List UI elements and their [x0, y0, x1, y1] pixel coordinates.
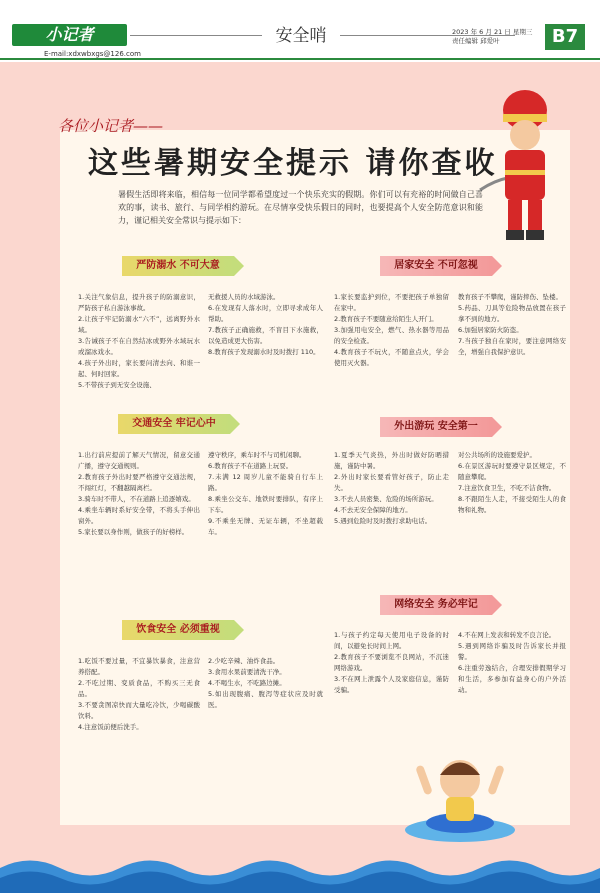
section-food-col1: 1.吃饭不要过量，不宜暴饮暴食，注意营养搭配。 2.不吃过期、变质食品，不购买三无食品。 3.不要贪图凉快而大量吃冷饮，少喝碳酸饮料。 4.注意饭前便后洗手。	[78, 657, 200, 731]
section-drowning-col1: 1.关注气象信息，提升孩子的防溺意识，严防孩子私自游泳事故。 2.让孩子牢记防溺水“六不”，远离野外水域。 3.告诫孩子不在自然结冰或野外水域玩水或溜冰戏水。 4.孩子外出时，家长要问清去向、和谁一起、何时回家。 5.不带孩子到无安全设施、	[78, 293, 200, 389]
section-tag-network: 网络安全 务必牢记	[380, 595, 492, 615]
section-home-col2: 教育孩子不攀爬，谨防摔伤、坠楼。 5.药品、刀具等危险物品放置在孩子拿不到的地方。 6.加强居家防火防盗。 7.当孩子独自在家时，要注意网络安全，增强自我保护意识。	[458, 293, 566, 356]
section-drowning-col2: 无救援人员的水域游泳。 6.在发现有人落水时，立即寻求成年人帮助。 7.教孩子正确施救，不盲目下水施救，以免造成更大伤害。 8.教育孩子发现溺水时及时拨打 110。	[208, 293, 323, 356]
section-traffic-col2: 遵守秩序，乘车时不与司机闲聊。 6.教育孩子不在道路上玩耍。 7.未满 12 周岁儿童不能骑自行车上路。 8.乘坐公交车、地铁时要排队，有序上下车。 9.不乘坐无牌、无证车辆，不坐超载车。	[208, 451, 323, 536]
kicker-text: 各位小记者——	[58, 117, 164, 135]
swimming-child-illustration	[400, 735, 520, 845]
section-food-col2: 2.少吃辛辣、油炸食品。 3.食用水果前要清洗干净。 4.不喝生水，不吃路边摊。 5.如出现腹痛、腹泻等症状应及时就医。	[208, 657, 323, 709]
section-home-col1: 1.家长要监护到位，不要把孩子单独留在家中。 2.教育孩子不要随意给陌生人开门。 3.加强用电安全，燃气、热水器等用品的安全检查。 4.教育孩子不玩火，不随意点火，学会使用灭火器。	[334, 293, 449, 367]
contact-email: E-mail:xdxwbxgs@126.com	[44, 50, 141, 58]
section-tag-traffic: 交通安全 牢记心中	[118, 414, 230, 434]
issue-meta	[452, 28, 532, 46]
brand-logo: 小记者	[12, 24, 127, 46]
water-wave-decoration	[0, 853, 600, 893]
section-tag-food: 饮食安全 必须重视	[122, 620, 234, 640]
page-header	[0, 0, 600, 62]
section-title: 安全哨	[262, 25, 340, 47]
section-travel-col1: 1.夏季天气炎热，外出时做好防晒措施，谨防中暑。 2.外出时家长要看管好孩子，防止走失。 3.不去人员密集、危险的场所游玩。 4.不去无安全保障的地方。 5.遇到危险时及时拨打求助电话。	[334, 451, 449, 525]
section-network-col1: 1.与孩子约定每天使用电子设备的时间，以避免长时间上网。 2.教育孩子不要浏览不良网站，不沉迷网络游戏。 3.不在网上泄露个人及家庭信息，谨防受骗。	[334, 631, 449, 694]
section-tag-travel: 外出游玩 安全第一	[380, 417, 492, 437]
section-tag-drowning: 严防溺水 不可大意	[122, 256, 234, 276]
section-traffic-col1: 1.出行前应提前了解天气情况，留意交通广播，遵守交通规则。 2.教育孩子外出时要严格遵守交通法规，不闯红灯，不翻越隔离栏。 3.骑车时不带人，不在道路上追逐嬉戏。 4.乘坐车辆时系好安全带，不将头手伸出窗外。 5.家长要以身作则，做孩子的好榜样。	[78, 451, 200, 536]
headline: 这些暑期安全提示 请你查收	[88, 146, 498, 181]
issue-editor: 责任编辑 邱爱叶	[452, 37, 500, 45]
section-tag-home: 居家安全 不可忽视	[380, 256, 492, 276]
intro-paragraph: 暑假生活即将来临，相信每一位同学都希望度过一个快乐充实的假期。你们可以有充裕的时间做自己喜欢的事，读书、旅行、与同学相约游玩。在尽情享受快乐假日的同时，也要提高个人安全防范意识和能力，谨记相关安全常识与提示如下：	[118, 190, 483, 225]
header-divider	[0, 58, 600, 60]
section-network-col2: 4.不在网上发表和转发不良言论。 5.遇到网络诈骗及时告诉家长并报警。 6.注重劳逸结合，合理安排假期学习和生活，多参加有益身心的户外活动。	[458, 631, 566, 694]
issue-date: 2023 年 6 月 21 日 星期三	[452, 28, 533, 36]
page-number: B7	[545, 24, 585, 50]
section-travel-col2: 对公共场所的设施要爱护。 6.在景区游玩时要遵守景区规定，不随意攀爬。 7.注意饮食卫生，不吃不洁食物。 8.不跟陌生人走，不接受陌生人的食物和礼物。	[458, 451, 566, 514]
